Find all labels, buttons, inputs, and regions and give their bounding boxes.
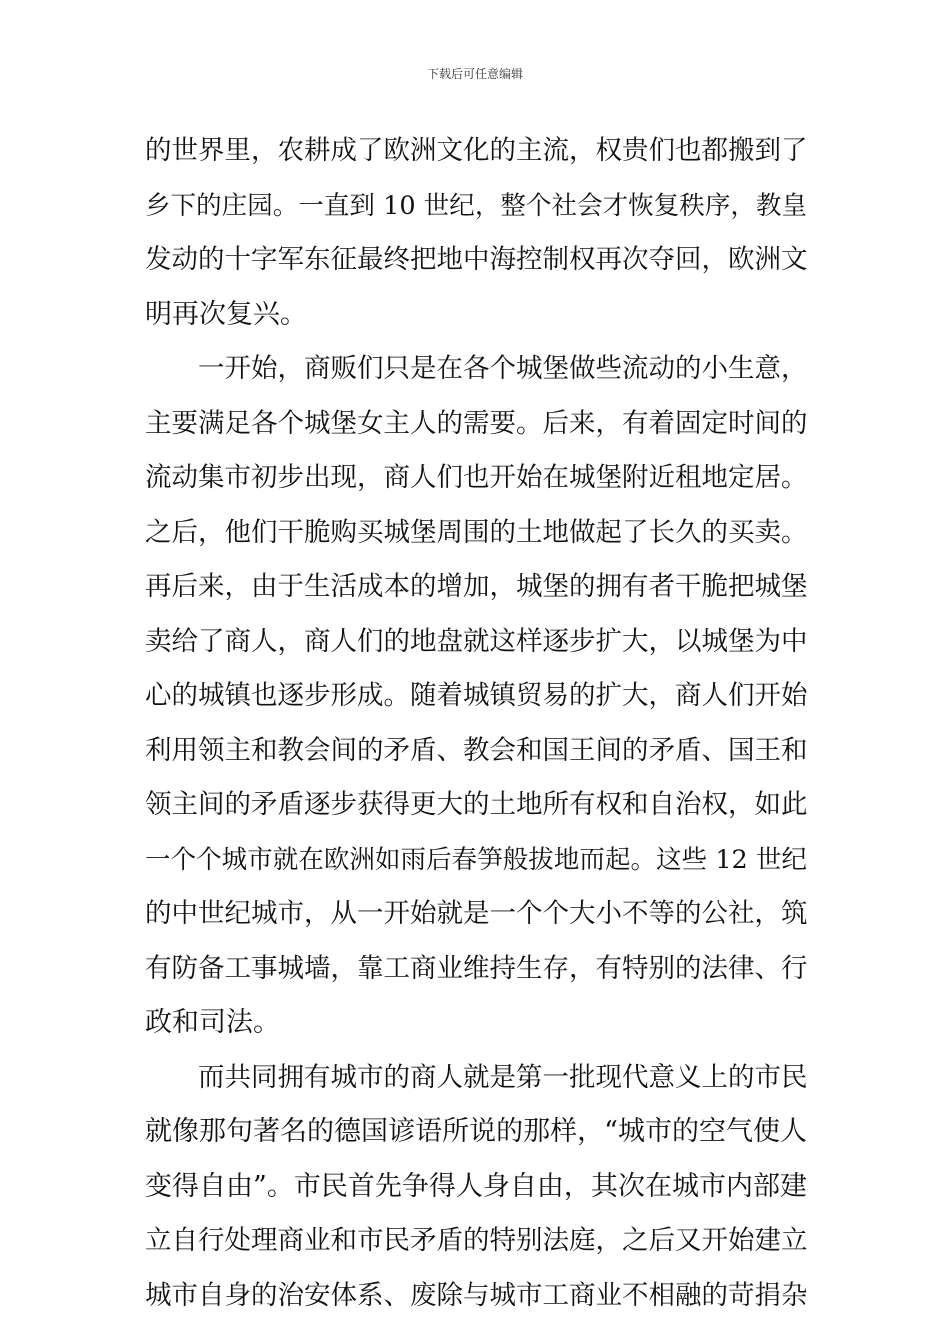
text-line: 之后，他们干脆购买城堡周围的土地做起了长久的买卖。 <box>145 516 808 548</box>
text-line: 而共同拥有城市的商人就是第一批现代意义上的市民 <box>145 1061 808 1093</box>
text-line: 政和司法。 <box>145 1007 280 1038</box>
document-body <box>145 124 807 1323</box>
text-line: 有防备工事城墙，靠工商业维持生存，有特别的法律、行 <box>145 952 808 984</box>
text-line: 再后来，由于生活成本的增加，城堡的拥有者干脆把城堡 <box>145 571 808 602</box>
text-line: 利用领主和教会间的矛盾、教会和国王间的矛盾、国王和 <box>145 734 808 766</box>
text-line: 的世界里，农耕成了欧洲文化的主流，权贵们也都搬到了 <box>145 135 808 166</box>
text-line: 就像那句著名的德国谚语所说的那样，“城市的空气使人 <box>145 1116 807 1147</box>
text-line: 一开始，商贩们只是在各个城堡做些流动的小生意， <box>145 353 808 384</box>
text-line: 明再次复兴。 <box>145 298 307 330</box>
text-line: 城市自身的治安体系、废除与城市工商业不相融的苛捐杂 <box>145 1279 808 1311</box>
text-line: 发动的十字军东征最终把地中海控制权再次夺回，欧洲文 <box>145 244 808 275</box>
text-line: 一个个城市就在欧洲如雨后春笋般拔地而起。这些 12 世纪 <box>145 844 807 875</box>
text-line: 领主间的矛盾逐步获得更大的土地所有权和自治权，如此 <box>145 789 808 820</box>
text-line: 立自行处理商业和市民矛盾的特别法庭，之后又开始建立 <box>145 1225 808 1256</box>
text-line: 的中世纪城市，从一开始就是一个个大小不等的公社，筑 <box>145 898 808 929</box>
text-line: 卖给了商人，商人们的地盘就这样逐步扩大，以城堡为中 <box>145 625 808 657</box>
text-line: 主要满足各个城堡女主人的需要。后来，有着固定时间的 <box>145 407 808 439</box>
page-header: 下载后可任意编辑 <box>426 67 523 81</box>
text-line: 心的城镇也逐步形成。随着城镇贸易的扩大，商人们开始 <box>145 680 808 711</box>
text-line: 乡下的庄园。一直到 10 世纪，整个社会才恢复秩序，教皇 <box>145 190 807 221</box>
text-line: 变得自由”。市民首先争得人身自由，其次在城市内部建 <box>145 1170 807 1202</box>
text-line: 流动集市初步出现，商人们也开始在城堡附近租地定居。 <box>145 462 808 493</box>
